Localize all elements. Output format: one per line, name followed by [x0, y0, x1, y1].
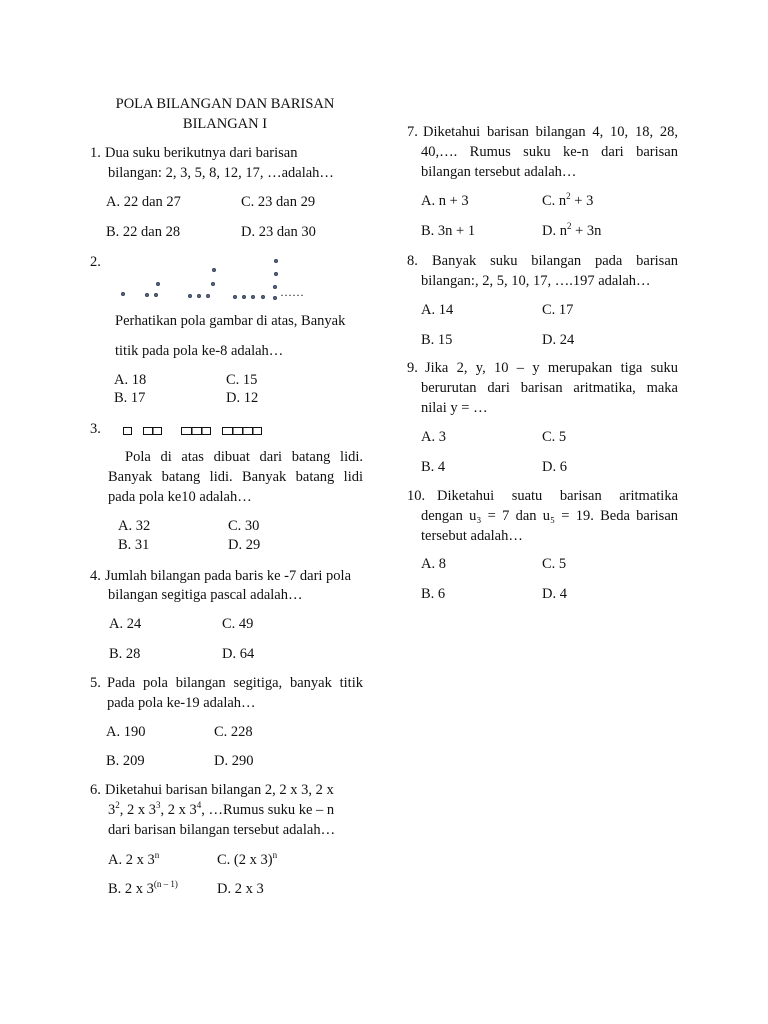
question-4-option-a: A. 24 — [109, 616, 142, 632]
question-9-option-d: D. 6 — [542, 459, 567, 475]
pattern-box — [181, 427, 211, 435]
q6-option-c-sup: n — [272, 850, 278, 861]
question-5-option-b: B. 209 — [106, 753, 145, 769]
question-10-option-a: A. 8 — [421, 556, 446, 572]
q6-line2-sup3: 4 — [196, 800, 202, 811]
pattern-dot — [154, 293, 158, 297]
question-3-number: 3. — [90, 421, 101, 437]
question-6-option-c — [217, 850, 277, 870]
question-3-option-c: C. 30 — [228, 518, 260, 534]
question-6-number: 6. — [90, 782, 101, 798]
question-5-option-c: C. 228 — [214, 724, 253, 740]
question-7-option-c — [542, 191, 593, 211]
question-8-option-d: D. 24 — [542, 332, 575, 348]
q6-line2-mid1: , 2 x 3 — [119, 802, 156, 818]
question-4-number: 4. — [90, 568, 101, 584]
question-2-line-1: Perhatikan pola gambar di atas, Banyak — [115, 313, 346, 329]
question-4-line-2: bilangan segitiga pascal adalah… — [108, 587, 303, 603]
q6-line2-sup2: 3 — [156, 800, 161, 811]
question-6-option-b — [108, 879, 178, 899]
pattern-dot — [274, 259, 278, 263]
pattern-box — [222, 427, 262, 435]
question-10-option-c: C. 5 — [542, 556, 567, 572]
question-3-option-d: D. 29 — [228, 537, 261, 553]
question-10-option-b: B. 6 — [421, 586, 446, 602]
question-2-option-d: D. 12 — [226, 390, 259, 406]
question-9-option-a: A. 3 — [421, 429, 446, 445]
question-7-option-a: A. n + 3 — [421, 193, 469, 209]
question-2-option-c: C. 15 — [226, 372, 258, 388]
question-7-text: Diketahui barisan bilangan 4, 10, 18, 28, 40,…. Rumus suku ke-n dari barisan bilangan tersebut adalah… — [421, 124, 678, 180]
question-4-option-c: C. 49 — [222, 616, 254, 632]
pattern-dot — [273, 285, 277, 289]
question-9-text: Jika 2, y, 10 – y merupakan tiga suku berurutan dari barisan aritmatika, maka nilai y = … — [421, 360, 678, 416]
q6-option-a-sup: n — [154, 850, 160, 861]
page-title — [80, 94, 370, 134]
pattern-dot — [212, 268, 216, 272]
q6-option-b-base: B. 2 x 3 — [108, 881, 154, 897]
question-4-option-d: D. 64 — [222, 646, 255, 662]
pattern-dot — [251, 295, 255, 299]
pattern-dot — [274, 272, 278, 276]
question-5-option-d: D. 290 — [214, 753, 254, 769]
pattern-dot — [145, 293, 149, 297]
q6-line2-pre: 3 — [108, 802, 116, 818]
question-6-line-3: dari barisan bilangan tersebut adalah… — [108, 822, 336, 838]
question-1-option-a: A. 22 dan 27 — [106, 194, 181, 210]
pattern-dot — [156, 282, 160, 286]
q6-option-b-sup: (n – 1) — [153, 879, 178, 890]
question-7-option-d — [542, 221, 601, 241]
question-9-option-c: C. 5 — [542, 429, 567, 445]
q7-option-c-base: C. n — [542, 193, 567, 209]
pattern-dot — [261, 295, 265, 299]
question-1-line-1: Dua suku berikutnya dari barisan — [105, 145, 298, 161]
question-9-option-b: B. 4 — [421, 459, 446, 475]
question-5-text: Pada pola bilangan segitiga, banyak titik pada pola ke-19 adalah… — [107, 675, 363, 711]
dot-pattern-figure — [118, 255, 308, 301]
question-6-option-a — [108, 850, 159, 870]
question-5-option-a: A. 190 — [106, 724, 146, 740]
pattern-dot — [188, 294, 192, 298]
question-10-option-d: D. 4 — [542, 586, 567, 602]
q6-option-c-base: C. (2 x 3) — [217, 852, 273, 868]
question-2-option-a: A. 18 — [114, 372, 147, 388]
question-8-option-a: A. 14 — [421, 302, 454, 318]
question-3-option-a: A. 32 — [118, 518, 151, 534]
question-8-number: 8. — [407, 253, 418, 269]
question-10-number: 10. — [407, 488, 426, 504]
matchstick-pattern-figure — [120, 424, 265, 438]
q6-option-a-base: A. 2 x 3 — [108, 852, 155, 868]
question-4-option-b: B. 28 — [109, 646, 141, 662]
question-8-option-c: C. 17 — [542, 302, 574, 318]
question-3-text — [108, 447, 363, 507]
q7-option-c-post: + 3 — [570, 193, 594, 209]
question-10-text: Diketahui suatu barisan aritmatika dengan u₃ = 7 dan u₅ = 19. Beda barisan tersebut adalah… — [421, 488, 678, 544]
q6-line2-sup1: 2 — [115, 800, 120, 811]
question-6-line-2 — [108, 800, 334, 820]
question-2-line-2: titik pada pola ke-8 adalah… — [115, 343, 284, 359]
question-6-line-1: Diketahui barisan bilangan 2, 2 x 3, 2 x — [105, 782, 334, 798]
question-2-option-b: B. 17 — [114, 390, 146, 406]
title-line-1: POLA BILANGAN DAN BARISAN — [115, 96, 335, 112]
question-1-option-b: B. 22 dan 28 — [106, 224, 181, 240]
pattern-dot — [233, 295, 237, 299]
question-7-option-b: B. 3n + 1 — [421, 223, 476, 239]
pattern-continuation: …… — [280, 285, 304, 299]
question-7-number: 7. — [407, 124, 418, 140]
question-9-number: 9. — [407, 360, 418, 376]
q7-option-d-base: D. n — [542, 223, 567, 239]
pattern-dot — [242, 295, 246, 299]
q7-option-d-sup: 2 — [566, 221, 572, 232]
title-line-2: BILANGAN I — [182, 116, 268, 132]
question-6-option-d: D. 2 x 3 — [217, 881, 264, 897]
question-3-text-content: Pola di atas dibuat dari batang lidi. Banyak batang lidi. Banyak batang lidi pada pola ke10 adalah… — [108, 449, 363, 505]
question-1-option-c: C. 23 dan 29 — [241, 194, 316, 210]
pattern-dot — [273, 296, 277, 300]
q6-line2-mid2: , 2 x 3 — [160, 802, 197, 818]
pattern-dot — [211, 282, 215, 286]
question-1-option-d: D. 23 dan 30 — [241, 224, 316, 240]
question-1-line-2: bilangan: 2, 3, 5, 8, 12, 17, …adalah… — [108, 165, 334, 181]
question-1-number: 1. — [90, 145, 101, 161]
question-3-option-b: B. 31 — [118, 537, 150, 553]
pattern-box — [143, 427, 162, 435]
pattern-dot — [197, 294, 201, 298]
question-5-number: 5. — [90, 675, 101, 691]
pattern-dot — [121, 292, 125, 296]
pattern-dot — [206, 294, 210, 298]
question-2-number: 2. — [90, 254, 101, 270]
question-8-option-b: B. 15 — [421, 332, 453, 348]
question-4-line-1: Jumlah bilangan pada baris ke -7 dari pola — [105, 568, 352, 584]
q7-option-c-sup: 2 — [566, 191, 571, 202]
q6-line2-post: , …Rumus suku ke – n — [201, 802, 335, 818]
question-8-text: Banyak suku bilangan pada barisan bilangan:, 2, 5, 10, 17, ….197 adalah… — [421, 253, 678, 289]
q7-option-d-post: + 3n — [571, 223, 602, 239]
pattern-box — [123, 427, 132, 435]
